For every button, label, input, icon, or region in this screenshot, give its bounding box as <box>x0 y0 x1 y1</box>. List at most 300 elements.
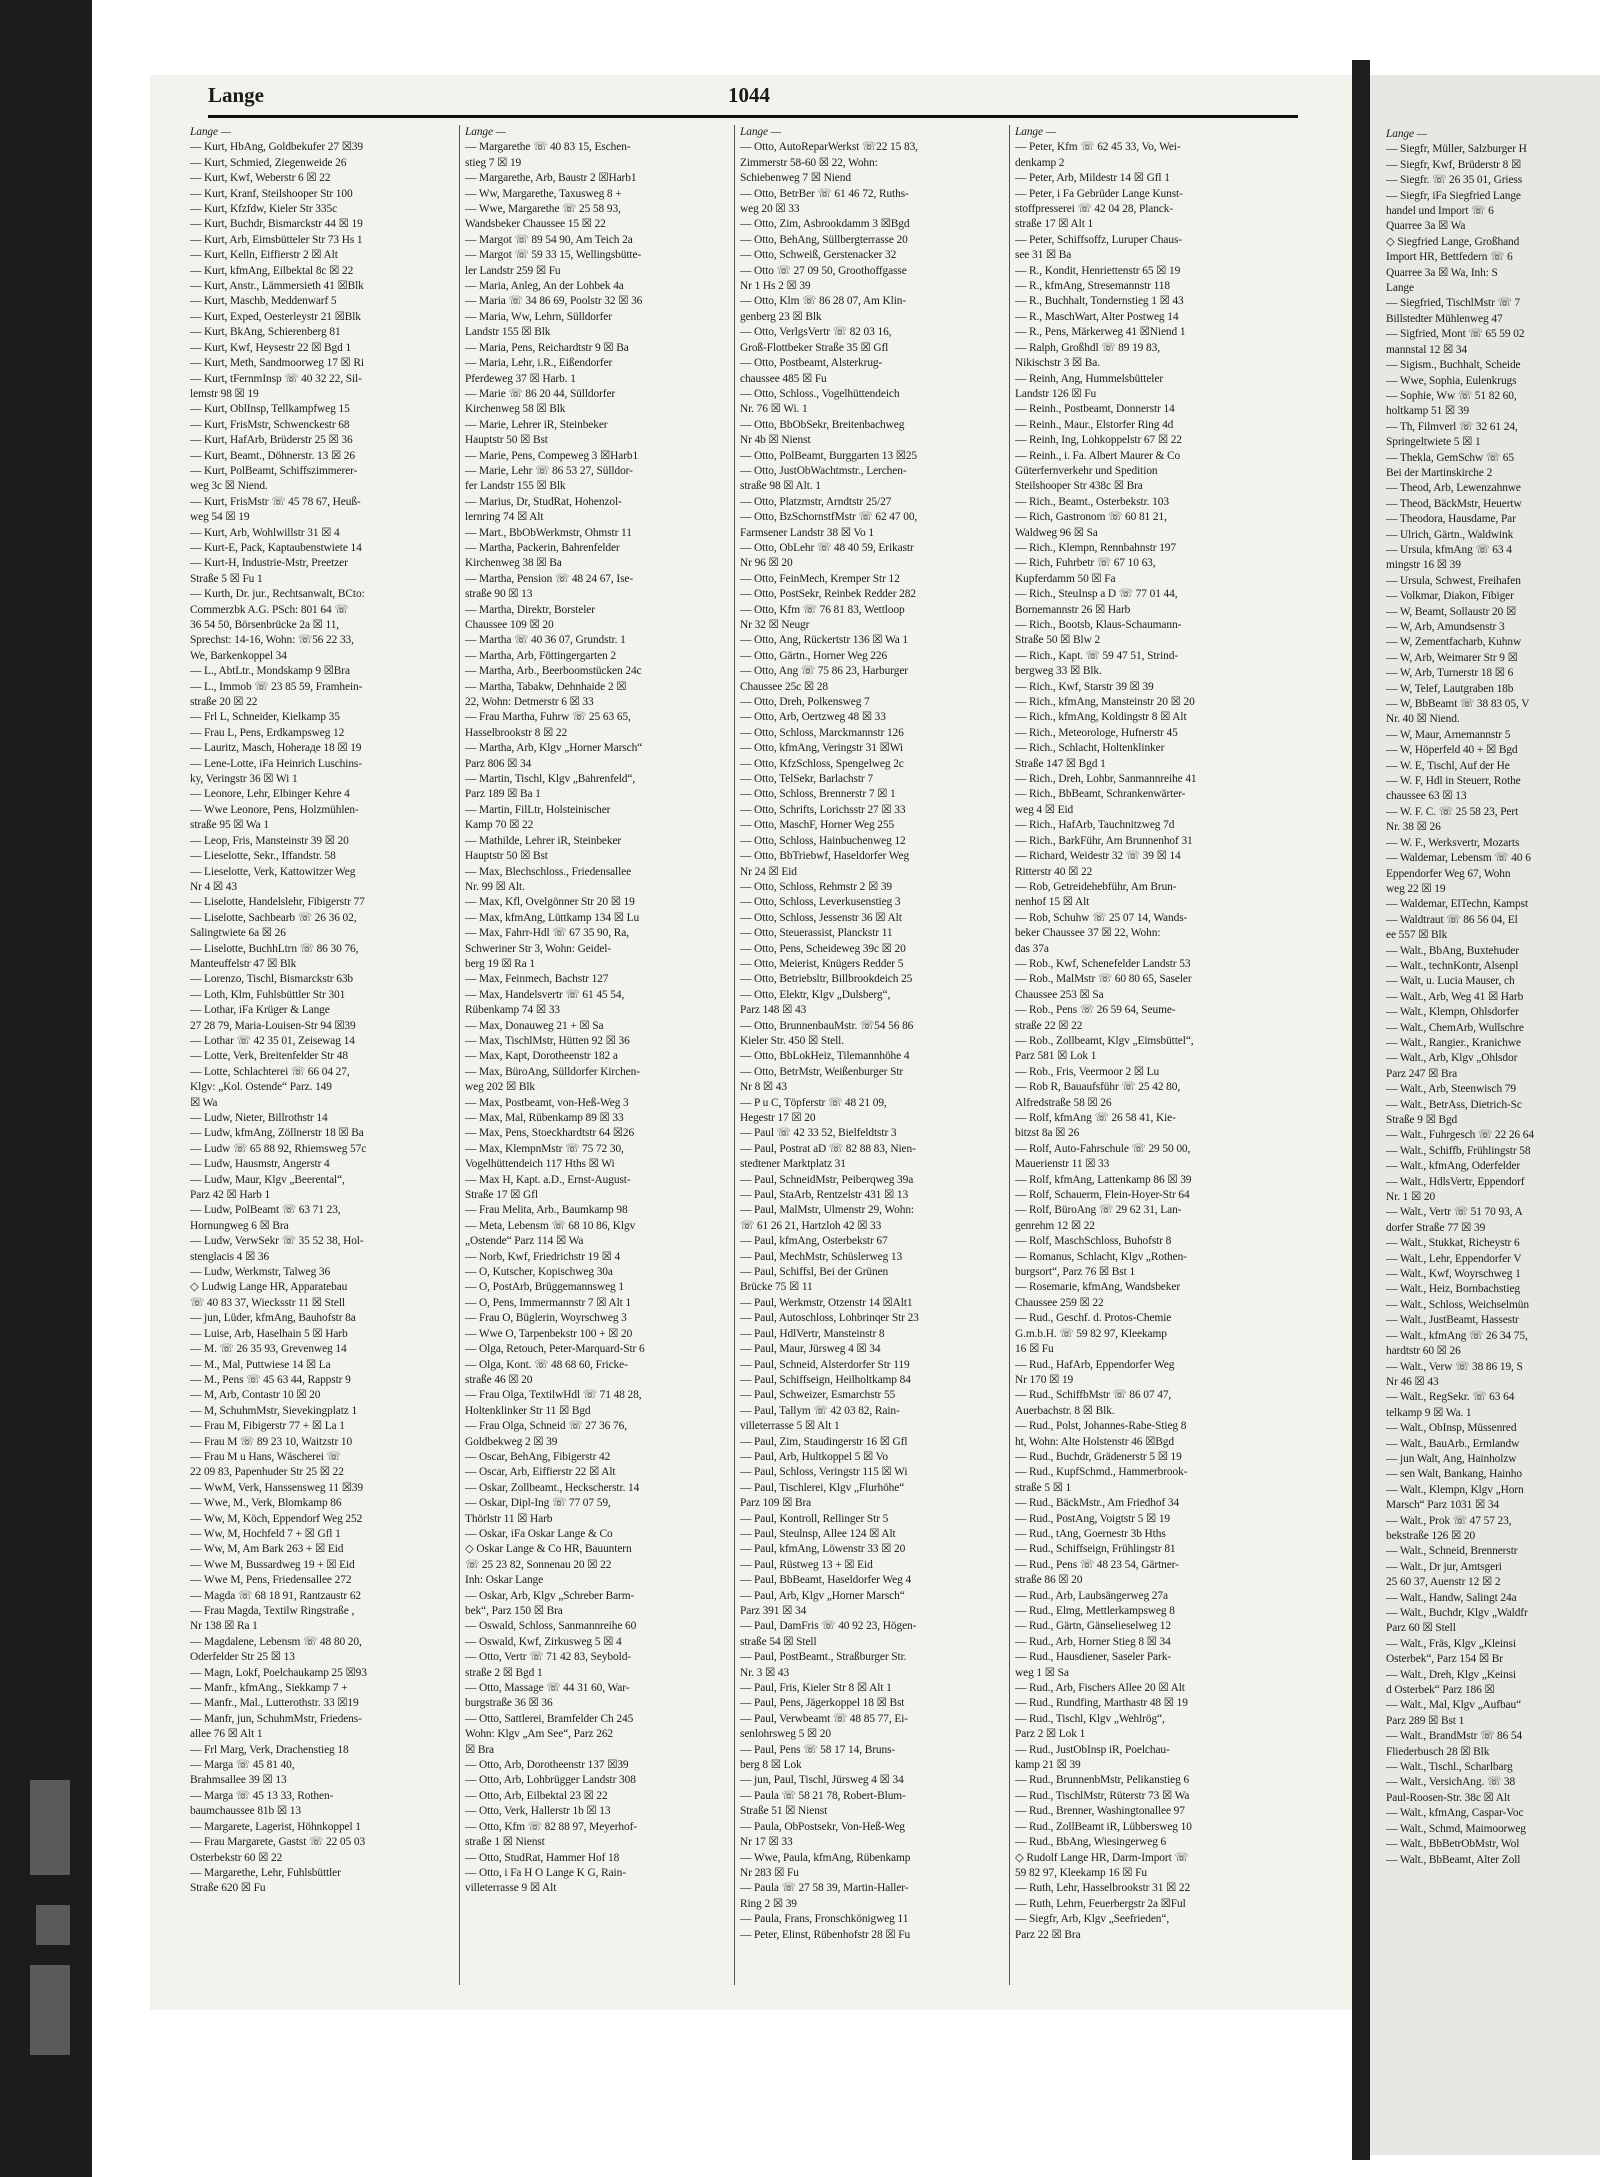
directory-entry: straße 22 ☒ 22 <box>1015 1019 1083 1032</box>
directory-entry: — Walt., Rangier., Kranichwe <box>1386 1036 1521 1049</box>
directory-entry: — Otto, BbObSekr, Breitenbachweg <box>740 418 905 431</box>
directory-entry: Schweriner Str 3, Wohn: Geidel- <box>465 942 612 955</box>
directory-entry: — Rud., TischlMstr, Rüterstr 73 ☒ Wa <box>1015 1789 1190 1802</box>
directory-entry: — Walt., Buchdr, Klgv „Waldfr <box>1386 1607 1528 1619</box>
directory-entry: Rübenkamp 74 ☒ 33 <box>465 1004 560 1017</box>
directory-entry: — Mart., BbObWerkmstr, Ohmstr 11 <box>465 526 632 539</box>
directory-entry: Nr 1 Hs 2 ☒ 39 <box>740 280 811 293</box>
directory-entry: weg 1 ☒ Sa <box>1015 1666 1069 1679</box>
directory-entry: — Peter, Arb, Mildestr 14 ☒ Gfl 1 <box>1015 172 1170 185</box>
directory-entry: — Rud., Arb, Fischers Allee 20 ☒ Alt <box>1015 1682 1185 1695</box>
directory-entry: — Rud., Elmg, Mettlerkampsweg 8 <box>1015 1605 1175 1617</box>
directory-entry: — Max, Fahrr-Hdl ☏ 67 35 90, Ra, <box>465 927 629 940</box>
directory-entry: — Siegfr, Kwf, Brüderstr 8 ☒ <box>1386 158 1522 171</box>
directory-entry: — Rolf, MaschSchloss, Buhofstr 8 <box>1015 1235 1172 1248</box>
directory-entry: — Rud., JustObInsp iR, Poelchau- <box>1015 1743 1170 1756</box>
directory-entry: ◇ Ludwig Lange HR, Apparatebau <box>190 1281 348 1294</box>
directory-entry: — Kurt, Kfzfdw, Kieler Str 335c <box>190 203 338 216</box>
directory-entry: — W, Arb, Weimarer Str 9 ☒ <box>1386 651 1518 664</box>
directory-entry: — Manfr., kfmAng., Siekkamp 7 + <box>190 1682 348 1695</box>
directory-entry: Parz 60 ☒ Stell <box>1386 1622 1456 1635</box>
directory-entry: — O, Kutscher, Kopischweg 30a <box>465 1266 613 1279</box>
directory-entry: — Ralph, Großhdl ☏ 89 19 83, <box>1015 341 1160 354</box>
directory-entry: weg 20 ☒ 33 <box>740 203 800 216</box>
page-number: 1044 <box>728 83 770 107</box>
directory-entry: — Paul, PostBeamt., Straßburger Str. <box>740 1651 907 1664</box>
directory-entry: — Frau Olga, Schneid ☏ 27 36 76, <box>465 1420 627 1433</box>
directory-entry: weg 4 ☒ Eid <box>1015 803 1074 816</box>
directory-entry: — Kurt, Exped, Oesterleystr 21 ☒Blk <box>190 310 361 323</box>
directory-entry: — Rud., Arb, Laubsängerweg 27a <box>1015 1589 1168 1602</box>
directory-entry: fer Landstr 155 ☒ Blk <box>465 480 566 493</box>
directory-entry: — Paul ☏ 42 33 52, Bielfeldtstr 3 <box>740 1127 897 1140</box>
directory-entry: — Ruth, Lehr, Hasselbrookstr 31 ☒ 22 <box>1015 1882 1191 1895</box>
directory-entry: — Walt., Dreh, Klgv „Keinsi <box>1386 1668 1516 1681</box>
directory-entry: Steilshooper Str 438c ☒ Bra <box>1015 480 1143 493</box>
directory-entry: Quarree 3a ☒ Wa <box>1386 220 1466 233</box>
directory-entry: Hasselbrookstr 8 ☒ 22 <box>465 726 568 739</box>
directory-entry: — Kurt, Schmied, Ziegenweide 26 <box>190 156 347 169</box>
directory-entry: straße 54 ☒ Stell <box>740 1635 817 1648</box>
directory-entry: — Walt., Fuhrgesch ☏ 22 26 64 <box>1386 1129 1534 1142</box>
directory-entry: berg 19 ☒ Ra 1 <box>465 957 535 970</box>
directory-entry: — Walt., technKontr, Alsenpl <box>1386 959 1519 972</box>
directory-entry: ◇ Oskar Lange & Co HR, Bauuntern <box>465 1543 632 1556</box>
column-heading: Lange — <box>1015 126 1056 138</box>
directory-entry: — M. ☏ 26 35 93, Grevenweg 14 <box>190 1343 347 1356</box>
directory-entry: Parz 189 ☒ Ba 1 <box>465 788 541 801</box>
directory-entry: — Otto, Gärtn., Horner Weg 226 <box>740 649 888 662</box>
directory-entry: kamp 21 ☒ 39 <box>1015 1759 1081 1772</box>
directory-entry: — Rud., KupfSchmd., Hammerbrook- <box>1015 1466 1188 1479</box>
directory-entry: Nr. 76 ☒ Wi. 1 <box>740 403 808 416</box>
directory-entry: — Otto, Arb, Oertzweg 48 ☒ 33 <box>740 711 886 724</box>
directory-entry: — Olga, Kont. ☏ 48 68 60, Fricke- <box>465 1358 628 1371</box>
directory-entry: — Theod, Arb, Lewenzahnwe <box>1386 482 1521 495</box>
directory-entry: — Paul, Werkmstr, Otzenstr 14 ☒Alt1 <box>740 1296 913 1309</box>
directory-entry: 22, Wohn: Detmerstr 6 ☒ 33 <box>465 696 594 709</box>
directory-entry: straße 20 ☒ 22 <box>190 696 258 709</box>
directory-entry: Zimmerstr 58-60 ☒ 22, Wohn: <box>740 156 878 169</box>
column-heading: Lange — <box>740 126 781 138</box>
directory-entry: — Martha, Arb., Beerboomstücken 24c <box>465 665 642 678</box>
directory-entry: — Frau L, Pens, Erdkampsweg 12 <box>190 726 345 739</box>
directory-entry: Straße 50 ☒ Blw 2 <box>1015 634 1101 647</box>
directory-entry: — Frau Olga, TextilwHdl ☏ 71 48 28, <box>465 1389 642 1402</box>
directory-entry: — Walt., Stukkat, Richeystr 6 <box>1386 1237 1520 1250</box>
directory-entry: holtkamp 51 ☒ 39 <box>1386 405 1469 418</box>
directory-entry: — Otto, Arb, Lohbrügger Landstr 308 <box>465 1774 636 1787</box>
directory-entry: Nikischstr 3 ☒ Ba. <box>1015 357 1100 370</box>
directory-entry: Nr 4 ☒ 43 <box>190 880 237 893</box>
directory-entry: — Walt., BbBetrObMstr, Wol <box>1386 1838 1520 1851</box>
directory-entry: Parz 581 ☒ Lok 1 <box>1015 1050 1097 1063</box>
directory-entry: — Liselotte, BuchhLtrn ☏ 86 30 76, <box>190 942 359 955</box>
directory-entry: — Loth, Klm, Fuhlsbüttler Str 301 <box>190 988 346 1001</box>
directory-entry: — Wwe, M., Verk, Blomkamp 86 <box>190 1497 342 1510</box>
directory-entry: — Ww, M, Am Bark 263 + ☒ Eid <box>190 1543 344 1556</box>
directory-entry: — Otto, Vertr ☏ 71 42 83, Seybold- <box>465 1651 631 1664</box>
directory-entry: Kirchenweg 38 ☒ Ba <box>465 557 562 570</box>
directory-entry: — Volkmar, Diakon, Fibiger <box>1386 590 1514 603</box>
directory-entry: — Otto, MaschF, Horner Weg 255 <box>740 819 895 832</box>
directory-entry: — Kurt, Kelln, Eiffierstr 2 ☒ Alt <box>190 249 338 262</box>
directory-entry: — Oscar, Arb, Eiffierstr 22 ☒ Alt <box>465 1466 616 1479</box>
directory-entry: ky, Veringstr 36 ☒ Wi 1 <box>190 773 298 786</box>
directory-entry: stedtener Marktplatz 31 <box>740 1158 846 1171</box>
directory-entry: — Peter, Schiffsoffz, Luruper Chaus- <box>1015 233 1182 246</box>
directory-entry: — Walt., Fräs, Klgv „Kleinsi <box>1386 1637 1516 1650</box>
directory-entry: Nr 170 ☒ 19 <box>1015 1373 1074 1386</box>
directory-entry: burgsort“, Parz 76 ☒ Bst 1 <box>1015 1266 1136 1279</box>
directory-entry: Marsch“ Parz 1031 ☒ 34 <box>1386 1499 1500 1512</box>
directory-entry: — Lorenzo, Tischl, Bismarckstr 63b <box>190 973 354 986</box>
directory-entry: — Luise, Arb, Haselhain 5 ☒ Harb <box>190 1327 348 1340</box>
directory-entry: We, Barkenkoppel 34 <box>190 649 287 662</box>
directory-entry: Chaussee 259 ☒ 22 <box>1015 1296 1104 1309</box>
directory-entry: Ritterstr 40 ☒ 22 <box>1015 865 1093 878</box>
directory-entry: — Peter, Elinst, Rübenhofstr 28 ☒ Fu <box>740 1928 911 1941</box>
directory-entry: straße 2 ☒ Bgd 1 <box>465 1666 543 1679</box>
directory-entry: stenglacis 4 ☒ 36 <box>190 1250 270 1263</box>
directory-entry: Bei der Martinskirche 2 <box>1386 466 1493 479</box>
directory-entry: — Paul, MechMstr, Schüslerweg 13 <box>740 1250 903 1263</box>
directory-entry: — Rich., Kapt. ☏ 59 47 51, Strind- <box>1015 649 1179 662</box>
directory-entry: — Otto, BbLokHeiz, Tilemannhöhe 4 <box>740 1050 910 1063</box>
directory-entry: — Martha, Direktr, Borsteler <box>465 603 595 616</box>
directory-entry: 27 28 79, Maria-Louisen-Str 94 ☒39 <box>190 1019 356 1032</box>
directory-entry: — jun Walt, Ang, Hainholzw <box>1386 1452 1517 1465</box>
directory-entry: — Meta, Lebensm ☏ 68 10 86, Klgv <box>465 1219 636 1232</box>
directory-entry: Kirchenweg 58 ☒ Blk <box>465 403 566 416</box>
directory-entry: — Marie ☏ 86 20 44, Sülldorfer <box>465 387 616 400</box>
directory-entry: — Ludw, VerwSekr ☏ 35 52 38, Hol- <box>190 1235 364 1248</box>
directory-entry: — Rud., BbAng, Wiesingerweg 6 <box>1015 1836 1167 1849</box>
directory-entry: — Oskar, Zollbeamt., Heckscherstr. 14 <box>465 1481 640 1494</box>
directory-entry: — Rich., Bootsb, Klaus-Schaumann- <box>1015 619 1182 631</box>
directory-entry: bek“, Parz 150 ☒ Bra <box>465 1605 563 1617</box>
directory-entry: — Rob, Getreidehebführ, Am Brun- <box>1015 880 1177 893</box>
directory-entry: — Reinh, Ing, Lohkoppelstr 67 ☒ 22 <box>1015 434 1182 447</box>
directory-entry: Kupferdamm 50 ☒ Fa <box>1015 572 1116 585</box>
directory-entry: straße 1 ☒ Nienst <box>465 1836 545 1849</box>
directory-entry: — Martha, Arb, Föttingergarten 2 <box>465 649 616 662</box>
directory-entry: — Max, TischlMstr, Hütten 92 ☒ 36 <box>465 1034 630 1047</box>
directory-entry: — Max, Mal, Rübenkamp 89 ☒ 33 <box>465 1112 624 1124</box>
directory-entry: — Walt., Handw, Salingt 24a <box>1386 1591 1517 1604</box>
directory-entry: — Siegfried, TischlMstr ☏ 7 <box>1386 297 1521 310</box>
directory-entry: — Paul, kfmAng, Löwenstr 33 ☒ 20 <box>740 1543 906 1556</box>
directory-entry: — Ruth, Lehrn, Feuerbergstr 2a ☒Ful <box>1015 1897 1186 1910</box>
header-rule <box>208 115 1298 118</box>
directory-entry: Nr. 38 ☒ 26 <box>1386 821 1441 834</box>
directory-entry: — Richard, Weidestr 32 ☏ 39 ☒ 14 <box>1015 850 1181 863</box>
directory-entry: — Rud., Geschf. d. Protos-Chemie <box>1015 1312 1172 1325</box>
directory-entry: Goldbekweg 2 ☒ 39 <box>465 1435 558 1448</box>
directory-entry: — Frau Martha, Fuhrw ☏ 25 63 65, <box>465 711 631 724</box>
directory-entry: — Paula, ObPostsekr, Von-Heß-Weg <box>740 1820 905 1833</box>
directory-entry: beker Chaussee 37 ☒ 22, Wohn: <box>1015 927 1161 940</box>
directory-entry: — Paul, Maur, Jürsweg 4 ☒ 34 <box>740 1343 881 1356</box>
directory-entry: — Frau M, Fibigerstr 77 + ☒ La 1 <box>190 1420 345 1433</box>
directory-entry: — Otto, PolBeamt, Burggarten 13 ☒25 <box>740 449 918 462</box>
directory-entry: — jun, Lüder, kfmAng, Bauhofstr 8a <box>190 1312 356 1325</box>
directory-entry: — Martha, Pension ☏ 48 24 67, Ise- <box>465 572 634 585</box>
directory-entry: — Martin, FilLtr, Holsteinischer <box>465 803 611 816</box>
directory-entry: Ring 2 ☒ 39 <box>740 1897 797 1910</box>
directory-entry: — Otto, Klm ☏ 86 28 07, Am Klin- <box>740 295 907 308</box>
directory-entry: — Frl L, Schneider, Kielkamp 35 <box>190 711 340 724</box>
directory-entry: Alfredstraße 58 ☒ 26 <box>1015 1096 1112 1109</box>
directory-entry: — Rich., Dreh, Lohbr, Sanmannreihe 41 <box>1015 773 1197 786</box>
directory-entry: — Rud., Hausdiener, Saseler Park- <box>1015 1651 1171 1664</box>
directory-entry: — Paul, Fris, Kieler Str 8 ☒ Alt 1 <box>740 1682 892 1695</box>
directory-entry: hardtstr 60 ☒ 26 <box>1386 1345 1461 1358</box>
directory-entry: — Rob., Pens ☏ 26 59 64, Seume- <box>1015 1004 1176 1017</box>
directory-entry: — Walt., Tischl., Scharlbarg <box>1386 1761 1513 1774</box>
directory-entry: — Paul, StaArb, Rentzelstr 431 ☒ 13 <box>740 1189 909 1202</box>
directory-entry: — Rob., Zollbeamt, Klgv „Eimsbüttel“, <box>1015 1034 1194 1047</box>
directory-entry: — Maria, Ww, Lehrn, Sülldorfer <box>465 310 612 323</box>
directory-entry: — Lotte, Schlachterei ☏ 66 04 27, <box>190 1065 350 1078</box>
directory-entry: — Paul, Steulnsp, Allee 124 ☒ Alt <box>740 1527 896 1540</box>
directory-entry: ◇ Rudolf Lange HR, Darm-Import ☏ <box>1015 1851 1189 1864</box>
directory-entry: — Peter, Kfm ☏ 62 45 33, Vo, Wei- <box>1015 141 1181 154</box>
directory-entry: Nr 283 ☒ Fu <box>740 1866 799 1879</box>
directory-entry: — Max, KlempnMstr ☏ 75 72 30, <box>465 1142 624 1155</box>
directory-entry: — W, Arb, Amundsenstr 3 <box>1386 621 1505 633</box>
directory-entry: Kieler Str. 450 ☒ Stell. <box>740 1034 844 1047</box>
directory-entry: Pferdeweg 37 ☒ Harb. 1 <box>465 372 576 385</box>
directory-entry: — Walt., Verw ☏ 38 86 19, S <box>1386 1360 1523 1373</box>
directory-entry: — Rud., Arb, Horner Stieg 8 ☒ 34 <box>1015 1635 1171 1648</box>
directory-entry: — Paul, Schiffsl, Bei der Grünen <box>740 1266 889 1279</box>
directory-entry: burgstraße 36 ☒ 36 <box>465 1697 553 1710</box>
directory-entry: Bornemannstr 26 ☒ Harb <box>1015 603 1131 616</box>
directory-entry: — Sigism., Buchhalt, Scheide <box>1386 359 1521 372</box>
directory-entry: — Rud., BäckMstr., Am Friedhof 34 <box>1015 1497 1180 1510</box>
directory-entry: — Rich., Kwf, Starstr 39 ☒ 39 <box>1015 680 1154 693</box>
directory-entry: — Otto, Massage ☏ 44 31 60, War- <box>465 1682 630 1695</box>
directory-entry: — W, Beamt, Sollaustr 20 ☒ <box>1386 605 1517 618</box>
directory-entry: weg 54 ☒ 19 <box>190 511 250 524</box>
directory-entry: — R., Pens, Märkerweg 41 ☒Niend 1 <box>1015 326 1186 339</box>
directory-entry: — Frau M u Hans, Wäscherei ☏ <box>190 1450 341 1463</box>
directory-entry: — Frl Marg, Verk, Drachenstieg 18 <box>190 1743 349 1756</box>
directory-entry: ler Landstr 259 ☒ Fu <box>465 264 561 277</box>
directory-entry: Wohn: Klgv „Am See“, Parz 262 <box>465 1728 614 1741</box>
directory-entry: Nr. 40 ☒ Niend. <box>1386 713 1460 726</box>
directory-entry: — W, Arb, Turnerstr 18 ☒ 6 <box>1386 667 1514 680</box>
directory-entry: — Walt., Arb, Klgv „Ohlsdor <box>1386 1052 1518 1065</box>
directory-entry: — Kurt, HbAng, Goldbekufer 27 ☒39 <box>190 141 363 154</box>
directory-entry: — Ludw ☏ 65 88 92, Rhiemsweg 57c <box>190 1142 367 1155</box>
directory-entry: — Magdalene, Lebensm ☏ 48 80 20, <box>190 1635 362 1648</box>
directory-entry: — Rich., Schlacht, Holtenklinker <box>1015 742 1165 755</box>
directory-entry: Osterbek“, Parz 154 ☒ Br <box>1386 1653 1503 1666</box>
directory-entry: — Walt., Arb, Steenwisch 79 <box>1386 1083 1516 1096</box>
directory-entry: Manteuffelstr 47 ☒ Blk <box>190 957 297 970</box>
directory-entry: — Paul, Verwbeamt ☏ 48 85 77, Ei- <box>740 1712 908 1725</box>
directory-entry: — Paul, HdlVertr, Mansteinstr 8 <box>740 1327 885 1340</box>
directory-entry: Nr 4b ☒ Nienst <box>740 434 811 447</box>
directory-entry: Landstr 126 ☒ Fu <box>1015 387 1097 400</box>
directory-entry: Vogelhüttendeich 117 Hths ☒ Wi <box>465 1158 615 1171</box>
directory-entry: — Walt., RegSekr. ☏ 63 64 <box>1386 1391 1515 1404</box>
directory-entry: — Rich., Beamt., Osterbekstr. 103 <box>1015 495 1169 508</box>
directory-entry: — Kurt-H, Industrie-Mstr, Preetzer <box>190 557 348 570</box>
directory-entry: lernring 74 ☒ Alt <box>465 511 544 524</box>
directory-entry: Nr. 1 ☒ 20 <box>1386 1191 1436 1204</box>
directory-entry: villeterrasse 5 ☒ Alt 1 <box>740 1420 840 1433</box>
directory-entry: — Rud., Polst, Johannes-Rabe-Stieg 8 <box>1015 1420 1187 1433</box>
directory-entry: Nr. 3 ☒ 43 <box>740 1666 790 1679</box>
directory-entry: — Wwe O, Tarpenbekstr 100 + ☒ 20 <box>465 1327 633 1340</box>
directory-entry: — Otto, Dreh, Polkensweg 7 <box>740 696 870 709</box>
directory-entry: — Waldemar, ElTechn, Kampst <box>1386 898 1529 911</box>
directory-entry: — sen Walt, Bankang, Hainho <box>1386 1468 1523 1481</box>
directory-entry: — Rud., Gärtn, Gänselieselweg 12 <box>1015 1620 1171 1633</box>
directory-entry: — Maria, Lehr, i.R., Eißendorfer <box>465 357 613 370</box>
directory-entry: 25 60 37, Auenstr 12 ☒ 2 <box>1386 1576 1501 1589</box>
directory-entry: — Ludw, Nieter, Billrothstr 14 <box>190 1112 328 1124</box>
directory-entry: — Frau O, Büglerin, Woyrschweg 3 <box>465 1312 627 1325</box>
directory-entry: — W, Zementfacharb, Kuhnw <box>1386 636 1522 649</box>
directory-entry: Straße 5 ☒ Fu 1 <box>190 572 263 585</box>
directory-entry: denkamp 2 <box>1015 156 1065 169</box>
directory-entry: Farmsener Landstr 38 ☒ Vo 1 <box>740 526 874 539</box>
directory-entry: — Olga, Retouch, Peter-Marquard-Str 6 <box>465 1343 645 1356</box>
directory-entry: ◇ Siegfried Lange, Großhand <box>1386 235 1520 248</box>
directory-entry: Straße 147 ☒ Bgd 1 <box>1015 757 1106 770</box>
directory-entry: straße 5 ☒ 1 <box>1015 1481 1072 1494</box>
directory-entry: — W. F. C. ☏ 25 58 23, Pert <box>1386 805 1519 818</box>
directory-entry: — Rud., tAng, Goernestr 3b Hths <box>1015 1527 1166 1540</box>
directory-entry: — Paul, Rüstweg 13 + ☒ Eid <box>740 1558 873 1571</box>
directory-entry: — Walt., Lehr, Eppendorfer V <box>1386 1252 1522 1265</box>
directory-entry: — Kurt, Kranf, Steilshooper Str 100 <box>190 187 353 200</box>
directory-entry: — Walt., Schloss, Weichselmün <box>1386 1298 1529 1311</box>
directory-entry: — Otto, Meierist, Knügers Redder 5 <box>740 957 904 970</box>
directory-entry: Straße 17 ☒ Gfl <box>465 1189 538 1202</box>
directory-entry: — Rolf, kfmAng, Lattenkamp 86 ☒ 39 <box>1015 1173 1192 1186</box>
directory-entry: — Otto, BrunnenbauMstr. ☏54 56 86 <box>740 1019 914 1032</box>
directory-entry: — Oskar, Arb, Klgv „Schreber Barm- <box>465 1589 635 1602</box>
directory-entry: — Otto, Steuerassist, Planckstr 11 <box>740 927 893 940</box>
directory-entry: — Ursula, Schwest, Freihafen <box>1386 574 1521 587</box>
directory-entry: straße 90 ☒ 13 <box>465 588 533 601</box>
directory-entry: — Ww, Margarethe, Taxusweg 8 + <box>465 187 622 200</box>
directory-entry: — Otto, Schloss, Rehmstr 2 ☒ 39 <box>740 880 893 893</box>
directory-entry: — Rolf, Auto-Fahrschule ☏ 29 50 00, <box>1015 1142 1191 1155</box>
directory-entry: — Wwe Leonore, Pens, Holzmühlen- <box>190 803 359 816</box>
directory-entry: — Walt., Kwf, Woyrschweg 1 <box>1386 1268 1521 1281</box>
directory-entry: — M, Arb, Contastr 10 ☒ 20 <box>190 1389 321 1402</box>
directory-entry: — Paul, Tischlerei, Klgv „Flurhöhe“ <box>740 1481 905 1494</box>
directory-entry: — M, SchuhmMstr, Sievekingplatz 1 <box>190 1404 358 1417</box>
directory-entry: — Paul, Pens, Jägerkoppel 18 ☒ Bst <box>740 1697 905 1710</box>
directory-entry: — Manfr., Mal., Lutterothstr. 33 ☒19 <box>190 1697 359 1710</box>
directory-entry: — Paul, DamFris ☏ 40 92 23, Högen- <box>740 1620 917 1633</box>
directory-entry: — Paul, Arb, Hultkoppel 5 ☒ Vo <box>740 1450 888 1463</box>
directory-entry: — Marie, Lehrer iR, Steinbeker <box>465 418 608 431</box>
directory-entry: — Otto, Schloss, Jessenstr 36 ☒ Alt <box>740 911 902 924</box>
directory-entry: Parz 2 ☒ Lok 1 <box>1015 1728 1086 1741</box>
running-header-name: Lange <box>208 83 265 107</box>
directory-entry: — Otto, Schloss., Vogelhüttendeich <box>740 387 900 400</box>
directory-entry: mannstal 12 ☒ 34 <box>1386 343 1468 356</box>
directory-entry: — Rud., HafArb, Eppendorfer Weg <box>1015 1358 1175 1371</box>
directory-entry: — Waldtraut ☏ 86 56 04, El <box>1386 913 1518 926</box>
directory-entry: Paul-Roosen-Str. 38c ☒ Alt <box>1386 1791 1511 1804</box>
directory-entry: bitzst 8a ☒ 26 <box>1015 1127 1080 1140</box>
directory-entry: Hauptstr 50 ☒ Bst <box>465 434 548 447</box>
directory-entry: Straße 51 ☒ Nienst <box>740 1805 828 1818</box>
directory-entry: weg 22 ☒ 19 <box>1386 882 1446 895</box>
directory-entry: — Waldemar, Lebensm ☏ 40 6 <box>1386 852 1531 865</box>
directory-entry: — Kurt, PolBeamt, Schiffszimmerer- <box>190 464 358 477</box>
directory-entry: — Oskar, iFa Oskar Lange & Co <box>465 1527 613 1540</box>
directory-entry: senlohrsweg 5 ☒ 20 <box>740 1728 831 1741</box>
directory-entry: — Ludw, kfmAng, Zöllnerstr 18 ☒ Ba <box>190 1127 364 1140</box>
directory-entry: Nr 138 ☒ Ra 1 <box>190 1620 258 1633</box>
directory-entry: — Otto, Schloss, Marckmannstr 126 <box>740 726 904 739</box>
directory-entry: — Theod, BäckMstr, Heuertw <box>1386 497 1522 510</box>
directory-entry: — Ludw, PolBeamt ☏ 63 71 23, <box>190 1204 341 1217</box>
directory-entry: — Frau M ☏ 89 23 10, Waitzstr 10 <box>190 1435 353 1448</box>
directory-entry: — Rud., Tischl, Klgv „Wehlrög“, <box>1015 1712 1165 1725</box>
directory-entry: weg 202 ☒ Blk <box>465 1081 535 1094</box>
directory-entry: — Magn, Lokf, Poelchaukamp 25 ☒93 <box>190 1666 367 1679</box>
directory-entry: Wandsbeker Chaussee 15 ☒ 22 <box>465 218 606 231</box>
directory-entry: — Ww, M, Köch, Eppendorf Weg 252 <box>190 1512 363 1525</box>
directory-entry: — W, Maur, Arnemannstr 5 <box>1386 728 1511 741</box>
directory-entry: — Rich., BarkFühr, Am Brunnenhof 31 <box>1015 834 1193 847</box>
directory-entry: — Walt., kfmAng, Oderfelder <box>1386 1160 1521 1173</box>
directory-entry: Mauerienstr 11 ☒ 33 <box>1015 1158 1110 1171</box>
directory-entry: — Oswald, Kwf, Zirkusweg 5 ☒ 4 <box>465 1635 622 1648</box>
directory-entry: — Norb, Kwf, Friedrichstr 19 ☒ 4 <box>465 1250 621 1263</box>
directory-entry: — Siegfr, Arb, Klgv „Seefrieden“, <box>1015 1913 1170 1926</box>
directory-entry: — Max, Kapt, Dorotheenstr 182 a <box>465 1050 618 1063</box>
directory-entry: — Rich., Klempn, Rennbahnstr 197 <box>1015 541 1176 554</box>
directory-entry: — Rich., kfmAng, Koldingstr 8 ☒ Alt <box>1015 711 1187 724</box>
directory-entry: — Rud., SchiffbMstr ☏ 86 07 47, <box>1015 1389 1172 1402</box>
directory-entry: — Rud., Pens ☏ 48 23 54, Gärtner- <box>1015 1558 1179 1571</box>
directory-entry: straße 98 ☒ Alt. 1 <box>740 480 821 493</box>
directory-entry: Salingtwiete 6a ☒ 26 <box>190 927 286 940</box>
directory-entry: — Martha ☏ 40 36 07, Grundstr. 1 <box>465 634 626 647</box>
directory-entry: — Walt., BrandMstr ☏ 86 54 <box>1386 1730 1523 1743</box>
directory-entry: — Ludw, Werkmstr, Talweg 36 <box>190 1266 331 1279</box>
directory-entry: — Walt., Schiffb, Frühlingstr 58 <box>1386 1144 1531 1157</box>
directory-entry: — Ww, M, Hochfeld 7 + ☒ Gfl 1 <box>190 1527 341 1540</box>
directory-entry: — Otto, Kfm ☏ 76 81 83, Wettloop <box>740 603 905 616</box>
directory-entry: Nr 46 ☒ 43 <box>1386 1375 1439 1388</box>
directory-entry: — Otto, Pens, Scheideweg 39c ☒ 20 <box>740 942 906 955</box>
directory-entry: — Margarethe, Arb, Baustr 2 ☒Harb1 <box>465 172 637 185</box>
directory-entry: — Marius, Dr, StudRat, Hohenzol- <box>465 495 622 508</box>
directory-entry: stoffpresserei ☏ 42 04 28, Planck- <box>1015 203 1174 216</box>
directory-entry: Nr 32 ☒ Neugr <box>740 619 810 631</box>
directory-entry: 16 ☒ Fu <box>1015 1343 1054 1356</box>
directory-entry: 22 09 83, Papenhuder Str 25 ☒ 22 <box>190 1466 344 1479</box>
directory-entry: see 31 ☒ Ba <box>1015 249 1072 262</box>
directory-entry: — Rich, Fuhrbetr ☏ 67 10 63, <box>1015 557 1156 570</box>
directory-entry: Chaussee 25c ☒ 28 <box>740 680 828 693</box>
directory-entry: — Walt., Klempn, Klgv „Horn <box>1386 1483 1524 1496</box>
column-divider <box>734 125 735 1985</box>
